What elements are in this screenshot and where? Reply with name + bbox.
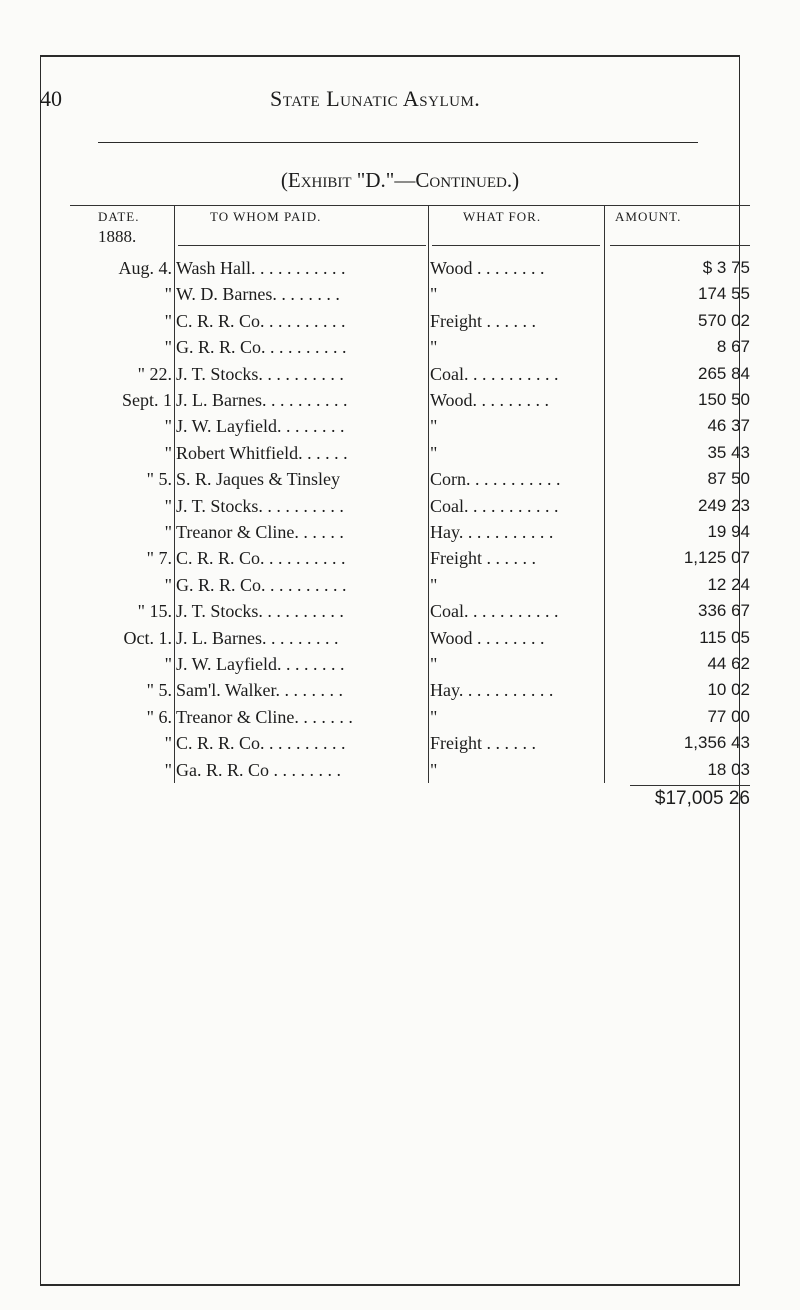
table-row — [70, 519, 750, 545]
date-cell: " — [164, 759, 172, 780]
date-cell: Sept. 1 — [121, 390, 172, 410]
date-cell: " — [164, 416, 172, 437]
table-row — [70, 651, 750, 677]
running-title: State Lunatic Asylum. — [270, 86, 481, 111]
date-cell: " 6. — [146, 706, 172, 727]
amount-cell: 18 03 — [707, 759, 750, 779]
page-number: 40 — [40, 86, 62, 111]
amount-cell: 1,125 07 — [683, 548, 750, 568]
purpose-cell: Coal. . . . . . . . . . . — [430, 363, 559, 384]
date-cell: " 5. — [146, 680, 172, 701]
table-top-rule — [70, 205, 750, 206]
table-row — [70, 466, 750, 492]
header-date: DATE. — [98, 209, 140, 224]
table-row — [70, 308, 750, 334]
table-row — [70, 625, 750, 651]
purpose-cell: Coal. . . . . . . . . . . — [430, 601, 559, 622]
purpose-cell: Freight . . . . . . — [430, 548, 536, 569]
payee-cell: C. R. R. Co. . . . . . . . . . — [176, 310, 346, 331]
payee-cell: J. L. Barnes. . . . . . . . . — [176, 627, 339, 648]
purpose-cell: Hay. . . . . . . . . . . — [430, 680, 554, 701]
date-cell: Aug. 4. — [118, 258, 172, 278]
amount-cell: 249 23 — [698, 495, 750, 515]
amount-cell: 19 94 — [707, 522, 750, 541]
table-row — [70, 387, 750, 413]
purpose-cell: Wood . . . . . . . . — [430, 258, 545, 278]
total-rule — [630, 785, 750, 786]
header-underline-amount — [610, 245, 750, 246]
amount-cell: 12 24 — [707, 574, 750, 594]
purpose-cell: " — [430, 759, 438, 780]
date-cell: " 7. — [146, 548, 172, 569]
date-cell: " — [164, 337, 172, 358]
payee-cell: G. R. R. Co. . . . . . . . . . — [176, 574, 347, 595]
header-year: 1888. — [98, 227, 137, 246]
header-purpose: WHAT FOR. — [463, 209, 542, 224]
date-cell: " — [164, 733, 172, 754]
payee-cell: Treanor & Cline. . . . . . . — [176, 706, 353, 727]
date-cell: " — [164, 522, 172, 542]
amount-cell: 87 50 — [707, 469, 750, 489]
table-row — [70, 440, 750, 466]
table-row — [70, 598, 750, 624]
amount-cell: 150 50 — [698, 390, 750, 409]
table-row — [70, 677, 750, 703]
date-cell: " 15. — [137, 601, 172, 622]
header-underline-payee — [178, 245, 426, 246]
date-cell: " — [164, 310, 172, 331]
table-row — [70, 413, 750, 439]
payee-cell: C. R. R. Co. . . . . . . . . . — [176, 548, 346, 569]
table-row — [70, 704, 750, 730]
header-payee: TO WHOM PAID. — [210, 209, 322, 224]
payee-cell: J. T. Stocks. . . . . . . . . . — [176, 601, 344, 622]
payee-cell: J. W. Layfield. . . . . . . . — [176, 416, 345, 437]
payee-cell: Treanor & Cline. . . . . . — [176, 522, 344, 542]
exhibit-caption: (Exhibit "D."—Continued.) — [280, 168, 520, 192]
purpose-cell: " — [430, 442, 438, 463]
date-cell: " 5. — [146, 469, 172, 490]
purpose-cell: Corn. . . . . . . . . . . — [430, 469, 561, 490]
date-cell: " — [164, 495, 172, 516]
table-row — [70, 255, 750, 281]
date-cell: " — [164, 574, 172, 595]
amount-cell: 265 84 — [698, 363, 750, 383]
purpose-cell: " — [430, 654, 438, 674]
purpose-cell: Hay. . . . . . . . . . . — [430, 522, 554, 542]
purpose-cell: Wood . . . . . . . . — [430, 627, 545, 648]
purpose-cell: " — [430, 574, 438, 595]
amount-cell: 115 05 — [699, 627, 750, 647]
payee-cell: Robert Whitfield. . . . . . — [176, 442, 348, 463]
amount-cell: 10 02 — [707, 680, 750, 700]
header-underline-purpose — [432, 245, 600, 246]
table-row — [70, 757, 750, 783]
table-row — [70, 545, 750, 571]
purpose-cell: " — [430, 416, 438, 437]
purpose-cell: Coal. . . . . . . . . . . — [430, 495, 559, 516]
frame-left-rule — [40, 55, 41, 1285]
amount-cell: 46 37 — [707, 416, 750, 436]
payee-cell: J. T. Stocks. . . . . . . . . . — [176, 495, 344, 516]
purpose-cell: " — [430, 706, 438, 727]
purpose-cell: Freight . . . . . . — [430, 733, 536, 754]
amount-cell: $ 3 75 — [702, 258, 750, 277]
purpose-cell: Freight . . . . . . — [430, 310, 536, 331]
amount-cell: 570 02 — [698, 310, 750, 330]
payee-cell: Sam'l. Walker. . . . . . . . — [176, 680, 343, 701]
table-row — [70, 572, 750, 598]
payee-cell: C. R. R. Co. . . . . . . . . . — [176, 733, 346, 754]
amount-cell: 8 67 — [716, 337, 750, 357]
header-amount: AMOUNT. — [615, 209, 682, 224]
table-row — [70, 493, 750, 519]
purpose-cell: " — [430, 284, 438, 305]
payee-cell: S. R. Jaques & Tinsley — [176, 469, 341, 490]
payee-cell: J. W. Layfield. . . . . . . . — [176, 654, 345, 674]
grand-total: $17,005 26 — [654, 788, 750, 809]
amount-cell: 35 43 — [707, 442, 750, 462]
payee-cell: J. T. Stocks. . . . . . . . . . — [176, 363, 344, 384]
payee-cell: Wash Hall. . . . . . . . . . . — [176, 258, 346, 278]
frame-top-rule — [40, 55, 740, 57]
payee-cell: J. L. Barnes. . . . . . . . . . — [176, 390, 348, 410]
amount-cell: 1,356 43 — [683, 733, 750, 753]
table-row — [70, 361, 750, 387]
payee-cell: G. R. R. Co. . . . . . . . . . — [176, 337, 347, 358]
payee-cell: Ga. R. R. Co . . . . . . . . — [176, 759, 342, 780]
amount-cell: 77 00 — [707, 706, 750, 726]
payee-cell: W. D. Barnes. . . . . . . . — [176, 284, 340, 305]
table-row — [70, 281, 750, 307]
date-cell: Oct. 1. — [123, 627, 172, 648]
date-cell: " 22. — [137, 363, 172, 384]
table-row — [70, 730, 750, 756]
purpose-cell: Wood. . . . . . . . . — [430, 390, 550, 410]
amount-cell: 174 55 — [698, 284, 750, 304]
amount-cell: 336 67 — [698, 601, 750, 621]
table-row — [70, 334, 750, 360]
page-header — [40, 86, 730, 116]
date-cell: " — [164, 654, 172, 674]
amount-cell: 44 62 — [707, 654, 750, 673]
date-cell: " — [164, 284, 172, 305]
header-rule — [98, 142, 698, 143]
date-cell: " — [164, 442, 172, 463]
frame-bottom-rule — [40, 1284, 740, 1286]
purpose-cell: " — [430, 337, 438, 358]
